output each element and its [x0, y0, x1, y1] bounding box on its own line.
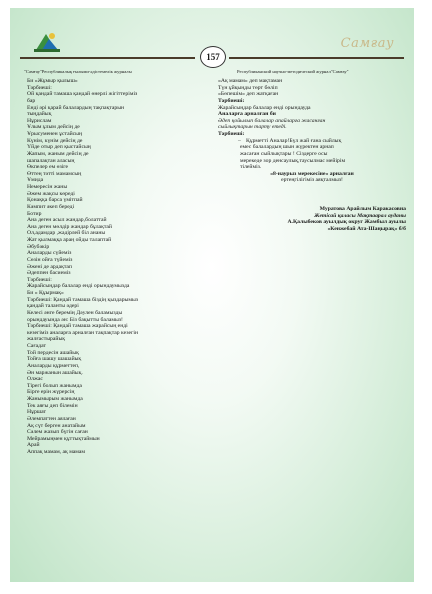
journal-title-russian: Республиканский научно-методический журнал"Самғау": [237, 69, 349, 74]
journal-logo-icon: [34, 30, 60, 52]
left-column-line: Жарайсыңдар балалар енді орындаумызда: [27, 283, 130, 290]
left-text-column: [27, 78, 217, 456]
left-column-line: Аппақ мамам, ақ мамам: [27, 449, 85, 455]
right-column-line: Аналарға арналған би: [218, 111, 276, 118]
journal-page: [10, 8, 414, 582]
left-column-line: Тәрбиеші:: [27, 84, 52, 91]
left-column-line: Әжені де ардақтап: [27, 263, 72, 270]
right-column-line: Тәрбиеші:: [218, 97, 245, 104]
left-column-line: Келесі әнге беремің Дәулен баламызды: [27, 309, 123, 316]
left-column-line: Күнім, күнім дейсің де: [27, 137, 83, 144]
left-column-line: Бірге ерін жүрерсің: [27, 389, 75, 396]
closing-line-2: ертеңгілігіміз аяқталмыз!: [281, 177, 343, 184]
left-column-line: Қонаққа барса үмітпай: [27, 197, 83, 204]
left-column-line: Арай: [27, 442, 40, 449]
left-column-line: Ботир: [27, 210, 42, 217]
left-column-line: кезегіміз аналарға арналған тақпақтар кезегін: [27, 329, 138, 336]
right-column-line: «Ақ мамам» деп мақтаман: [218, 78, 283, 84]
left-column-line: Олжас: [27, 376, 43, 383]
left-column-line: Тірегі болып жанымда: [27, 382, 82, 389]
left-column-line: Ұрысуменен ұстайсың: [27, 131, 83, 137]
left-column-line: Мейрамыңмен құттықтаймын: [27, 435, 100, 442]
left-column-line: Ой қандай тамаша қандай өнерлі жігіттеріміз: [27, 91, 138, 98]
left-column-line: Кәмпит әкеп береді: [27, 203, 75, 210]
left-column-line: Жанымырым жанымда: [27, 396, 83, 402]
left-column-line: бар: [27, 97, 36, 104]
left-column-line: Енді әрі қарай балалардың тақпақтарын: [27, 104, 125, 111]
closing-note-line-1: – Құрметті Аналар!Бүл жай ғана сыйлық: [218, 138, 406, 145]
bullet-dash-icon: –: [238, 137, 241, 144]
left-column-line: Әбубәкір: [27, 243, 50, 250]
left-column-line: Сәлем жазып бүгін саған: [27, 429, 88, 436]
left-column-line: Сағадат: [27, 343, 46, 349]
samgau-logo-text: Самғау: [340, 36, 394, 51]
right-column-line: Жарайсыңдар балалар енді орындауда: [218, 104, 311, 111]
left-column-line: Ұлым ұлым дейсің де: [27, 124, 80, 131]
left-column-line: тыңдайық: [27, 111, 52, 118]
spacer: [218, 184, 406, 206]
page-number: 157: [200, 46, 226, 68]
right-text-column: [218, 78, 406, 233]
left-column-line: Тәрбиеші: Қандай тамаша біздің қыздарымыз: [27, 296, 139, 303]
left-column-line: Ана деген асыл жандар,болаттай: [27, 217, 107, 224]
left-column-line: Нұрислам: [27, 117, 52, 124]
left-column-line: Тәрбиеші:: [27, 276, 52, 283]
left-column-line: Би «Жұмыр қылыш»: [27, 78, 78, 84]
right-column-line: Тәрбиеші:: [218, 131, 245, 137]
left-column-line: жалғастырайық: [27, 336, 66, 343]
left-column-line: Нұршат: [27, 409, 47, 416]
left-column-line: Тойға шашу шашайық: [27, 356, 82, 363]
author-school: А.Қалыбеков ауылдық округ Жамбыл ауылы: [287, 219, 406, 226]
left-column-line: Жат қылмаққа араң ойды талаптай: [27, 237, 112, 243]
right-column-line: сыйлықтарын тарту етеді.: [218, 124, 287, 131]
left-column-line: Ұмида: [27, 177, 44, 184]
closing-note-line-5: тілейміз.: [240, 164, 262, 171]
left-column-line: Ән маржанын ашайық.: [27, 369, 83, 376]
left-column-line: Ол,адамдар ,жадірлей біл ананы: [27, 230, 106, 237]
left-column-line: Немересін жаны: [27, 184, 68, 190]
left-column-line: Өттең тәтті мамамсың: [27, 170, 82, 177]
left-column-line: қандай таланты әдері: [27, 303, 79, 310]
left-column-line: Аналарды сүйеміз: [27, 250, 72, 257]
closing-line-1: «8-наурыз мерекесіне» арналған: [270, 170, 354, 177]
journal-title-kazakh: "Самғау"Республикалық ғылыми-әдістемелік журналы: [24, 69, 132, 74]
left-column-line: Ақ сүт берген анатайым: [27, 422, 86, 429]
right-column-line: Әдеп қойылып балалар апайларға жасанған: [218, 117, 326, 124]
left-column-line: Тәрбиеші: Қандай тамаша жарайсың енді: [27, 323, 128, 330]
left-column-line: Өкпелер ем өзіге: [27, 164, 69, 171]
closing-note-line-2: емес балалардың шын жүректен арнап: [240, 144, 334, 151]
left-column-line: Үйде отыр деп қыстайсың: [27, 144, 91, 151]
right-column-line: «Бөпешім» деп жатқаған: [218, 91, 279, 98]
author-name: Муратова Арайлым Каракасовна: [319, 206, 406, 212]
left-column-line: шапалақтан аласың: [27, 157, 75, 164]
author-kindergarten: «Кенжебай Ата-Шаңырақ» б/б: [327, 225, 406, 232]
right-text-lines: [218, 78, 406, 138]
closing-note-line-3: жасаған сыйлықтары ! Сіздерге осы: [240, 150, 328, 157]
left-column-line: Би « Құырмақ»: [27, 290, 64, 296]
left-column-line: Әлемпаттен аялаған: [27, 415, 76, 422]
left-column-line: орындауында ән: Біз бақытты баламыз!: [27, 316, 123, 323]
left-column-line: Әжем жақсы көреді: [27, 190, 75, 197]
left-column-line: Жапым, жаным дейсің де: [27, 150, 89, 157]
author-region: Жетісай қаласы Мақтаарал ауданы: [314, 212, 406, 219]
left-column-line: Тек аяғы деп білемін: [27, 402, 78, 409]
page-header: [10, 8, 414, 88]
closing-note-line-4: мерекеде зор денсаулық,таусылмас мейірім: [240, 157, 346, 164]
left-column-line: Той пердесін ашайық: [27, 349, 79, 356]
left-column-line: Аналарды құрметтеп,: [27, 362, 80, 369]
left-column-line: Ана деген мөлдір жандар бұлақтай: [27, 223, 112, 230]
left-column-line: Сөзін ойға түйеміз: [27, 256, 73, 263]
right-column-line: Түн ұйқыңды төрт бөліп: [218, 84, 278, 91]
left-column-line: Әдеппен басиеміз: [27, 270, 71, 277]
